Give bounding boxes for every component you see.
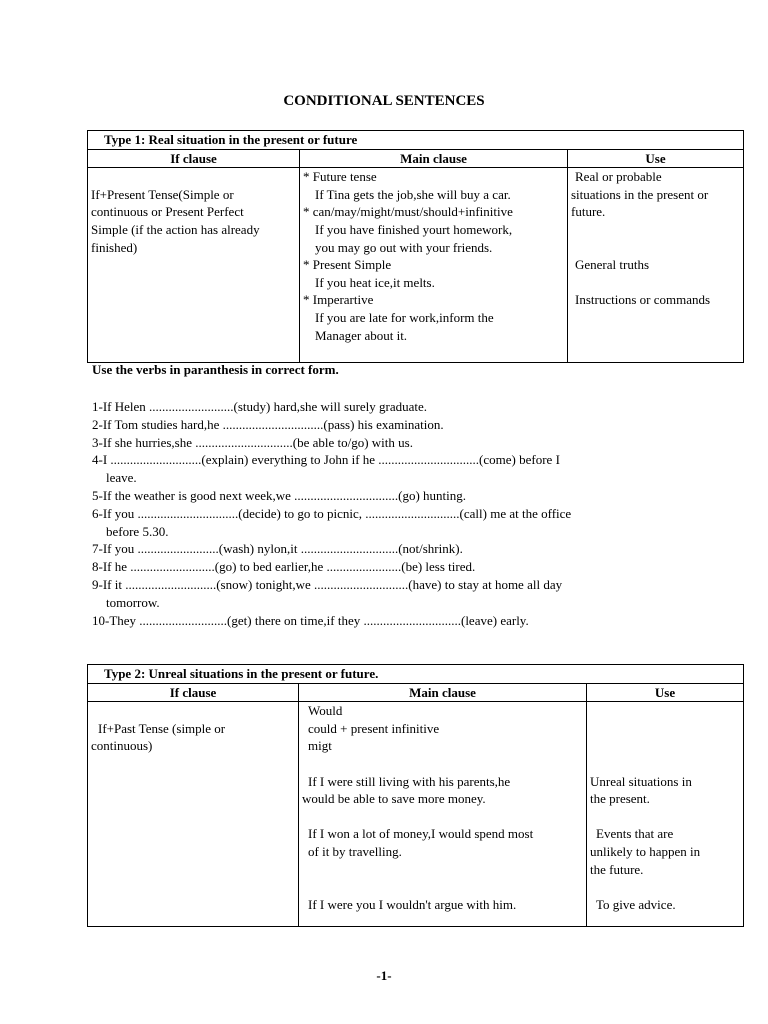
- use-line: [571, 221, 740, 239]
- use-line: [590, 808, 740, 826]
- type1-header-main: Main clause: [300, 149, 568, 168]
- exercise-text: 5-If the weather is good next week,we ................................(go) hunting.: [92, 487, 467, 503]
- main-clause-line: If I won a lot of money,I would spend most: [308, 826, 534, 842]
- use-line: [590, 720, 740, 738]
- if-clause-line: Simple (if the action has already: [91, 221, 260, 237]
- use-line: the future.: [590, 861, 644, 877]
- type2-if-clause-cell: [88, 702, 299, 927]
- type1-main-clause-cell: [300, 168, 568, 363]
- main-clause-line: [302, 755, 583, 773]
- exercise-text: 9-If it ............................(snow) tonight,we .............................(have) to stay at home all day: [92, 576, 563, 592]
- exercise-item: [92, 612, 752, 630]
- exercise-text: 2-If Tom studies hard,he ...............................(pass) his examination.: [92, 416, 444, 432]
- main-clause-line: would be able to save more money.: [302, 791, 486, 807]
- use-line: future.: [571, 204, 606, 220]
- use-line: unlikely to happen in: [590, 843, 701, 859]
- type1-header-if: If clause: [88, 149, 300, 168]
- use-line: [571, 239, 740, 257]
- exercise-text: 6-If you ...............................(decide) to go to picnic, .............................(call) me at the office: [92, 505, 572, 521]
- type1-caption: Type 1: Real situation in the present or future: [88, 131, 744, 150]
- main-clause-line: If I were still living with his parents,he: [308, 773, 511, 789]
- type1-if-clause-cell: [88, 168, 300, 363]
- use-line: Instructions or commands: [575, 292, 711, 308]
- use-line: [571, 274, 740, 292]
- main-clause-line: * Imperartive: [303, 292, 374, 308]
- use-line: To give advice.: [596, 896, 676, 912]
- use-line: [590, 878, 740, 896]
- page-number: -1-: [376, 968, 392, 983]
- main-clause-line: * can/may/might/must/should+infinitive: [303, 204, 513, 220]
- type2-use-cell: [587, 702, 744, 927]
- if-clause-line: finished): [91, 239, 138, 255]
- use-line: Unreal situations in: [590, 773, 692, 789]
- type1-use-cell: [568, 168, 744, 363]
- use-line: General truths: [575, 257, 650, 273]
- type2-header-if: If clause: [88, 683, 299, 702]
- main-clause-line: [302, 878, 583, 896]
- exercise-item: [92, 451, 752, 487]
- main-clause-line: * Future tense: [303, 169, 377, 185]
- use-line: situations in the present or: [571, 186, 709, 202]
- type2-main-clause-cell: [299, 702, 587, 927]
- exercise-text: 4-I ............................(explain) everything to John if he ...............................(come) before I: [92, 452, 560, 468]
- exercise-text: 10-They ...........................(get) there on time,if they ..............................(leave) early.: [92, 612, 529, 628]
- exercise-item: [92, 540, 752, 558]
- use-line: the present.: [590, 791, 650, 807]
- exercise-list: [92, 398, 752, 629]
- main-clause-line: Would: [308, 703, 343, 719]
- main-clause-line: If Tina gets the job,she will buy a car.: [315, 186, 511, 202]
- exercise-heading: Use the verbs in paranthesis in correct form.: [92, 362, 339, 377]
- if-clause-line: If+Present Tense(Simple or: [91, 186, 234, 202]
- type1-table: [87, 130, 744, 363]
- exercise-text-continued: leave.: [106, 470, 137, 486]
- exercise-text: 8-If he ..........................(go) to bed earlier,he .......................(be) less tired.: [92, 559, 476, 575]
- main-clause-line: * Present Simple: [303, 257, 392, 273]
- exercise-item: [92, 576, 752, 612]
- main-clause-line: If you are late for work,inform the: [315, 309, 494, 325]
- if-clause-line: continuous): [91, 738, 153, 754]
- type2-header-use: Use: [587, 683, 744, 702]
- type2-caption: Type 2: Unreal situations in the present or future.: [88, 665, 744, 684]
- main-clause-line: Manager about it.: [315, 327, 408, 343]
- main-clause-line: you may go out with your friends.: [315, 239, 493, 255]
- main-clause-line: could + present infinitive: [308, 720, 440, 736]
- exercise-item: [92, 434, 752, 452]
- use-line: Real or probable: [575, 169, 662, 185]
- exercise-item: [92, 558, 752, 576]
- main-clause-line: [302, 808, 583, 826]
- main-clause-line: migt: [308, 738, 332, 754]
- exercise-text: 3-If she hurries,she ..............................(be able to/go) with us.: [92, 434, 413, 450]
- page-title: CONDITIONAL SENTENCES: [283, 93, 485, 109]
- main-clause-line: If I were you I wouldn't argue with him.: [308, 896, 517, 912]
- if-clause-line: continuous or Present Perfect: [91, 204, 244, 220]
- if-clause-line: [91, 702, 295, 720]
- use-line: [590, 737, 740, 755]
- type2-table: [87, 664, 744, 927]
- exercise-text: 7-If you .........................(wash) nylon,it ..............................(not/shrink).: [92, 541, 463, 557]
- main-clause-line: If you heat ice,it melts.: [315, 274, 435, 290]
- exercise-text: 1-If Helen ..........................(study) hard,she will surely graduate.: [92, 399, 428, 414]
- type2-header-main: Main clause: [299, 683, 587, 702]
- main-clause-line: of it by travelling.: [308, 843, 402, 859]
- exercise-item: [92, 398, 752, 416]
- exercise-item: [92, 505, 752, 541]
- use-line: Events that are: [596, 826, 674, 842]
- main-clause-line: If you have finished yourt homework,: [315, 221, 513, 237]
- type1-header-use: Use: [568, 149, 744, 168]
- exercise-text-continued: before 5.30.: [106, 523, 169, 539]
- exercise-text-continued: tomorrow.: [106, 594, 160, 610]
- use-line: [590, 702, 740, 720]
- exercise-item: [92, 487, 752, 505]
- main-clause-line: [302, 861, 583, 879]
- use-line: [590, 755, 740, 773]
- exercise-item: [92, 416, 752, 434]
- if-clause-line: If+Past Tense (simple or: [98, 720, 226, 736]
